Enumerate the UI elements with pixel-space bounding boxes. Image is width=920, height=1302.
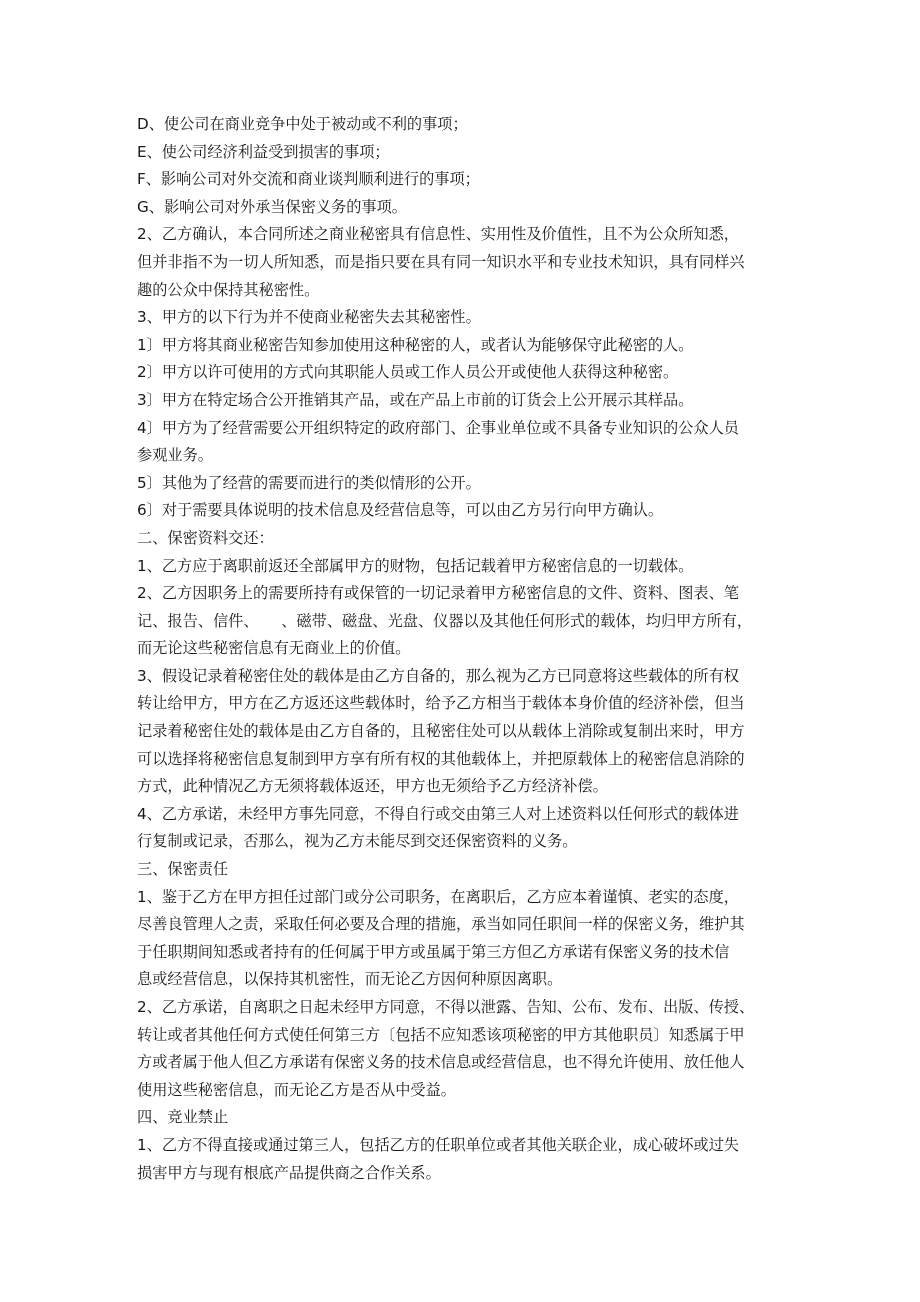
text-line: 方式，此种情况乙方无须将载体返还，甲方也无须给予乙方经济补偿。 [137,777,608,796]
text-line: 使用这些秘密信息，而无论乙方是否从中受益。 [137,1080,456,1099]
text-line: 可以选择将秘密信息复制到甲方享有所有权的其他载体上，并把原载体上的秘密信息消除的 [137,749,745,768]
text-line: 2、乙方确认，本合同所述之商业秘密具有信息性、实用性及价值性，且不为公众所知悉， [137,225,739,244]
text-line: 1、鉴于乙方在甲方担任过部门或分公司职务，在离职后，乙方应本着谨慎、老实的态度， [137,887,739,906]
text-line: 趣的公众中保持其秘密性。 [137,280,320,299]
document-body [137,111,787,1187]
text-line: 行复制或记录，否那么，视为乙方未能尽到交还保密资料的义务。 [137,832,578,851]
text-line: 记录着秘密住处的载体是由乙方自备的，且秘密住处可以从载体上消除或复制出来时，甲方 [137,722,745,741]
text-line: 而无论这些秘密信息有无商业上的价值。 [137,639,411,658]
text-line: E、使公司经济利益受到损害的事项； [137,142,390,161]
text-line: 2、乙方因职务上的需要所持有或保管的一切记录着甲方秘密信息的文件、资料、图表、笔 [137,584,739,603]
text-line: 转让给甲方，甲方在乙方返还这些载体时，给予乙方相当于载体本身价值的经济补偿，但当 [137,694,745,713]
text-line: 尽善良管理人之责，采取任何必要及合理的措施，承当如同任职间一样的保密义务，维护其 [137,915,745,934]
section-heading: 三、保密责任 [137,860,229,879]
section-heading: 二、保密资料交还： [137,528,274,547]
section-heading: 四、竞业禁止 [137,1108,229,1127]
text-line: 5〕其他为了经营的需要而进行的类似情形的公开。 [137,473,481,492]
text-line: 1、乙方不得直接或通过第三人，包括乙方的任职单位或者其他关联企业，成心破坏或过失 [137,1135,739,1154]
text-line: 息或经营信息，以保持其机密性，而无论乙方因何种原因离职。 [137,970,563,989]
text-line: F、影响公司对外交流和商业谈判顺利进行的事项； [137,170,480,189]
text-line: 记、报告、信件、 、磁带、磁盘、光盘、仪器以及其他任何形式的载体，均归甲方所有， [137,611,753,630]
text-line: 3〕甲方在特定场合公开推销其产品，或在产品上市前的订货会上公开展示其样品。 [137,390,694,409]
text-line: 1〕甲方将其商业秘密告知参加使用这种秘密的人，或者认为能够保守此秘密的人。 [137,335,694,354]
text-line: 1、乙方应于离职前返还全部属甲方的财物，包括记载着甲方秘密信息的一切载体。 [137,556,694,575]
text-line: 方或者属于他人但乙方承诺有保密义务的技术信息或经营信息，也不得允许使用、放任他人 [137,1053,745,1072]
text-line: 3、甲方的以下行为并不使商业秘密失去其秘密性。 [137,308,481,327]
text-line: G、影响公司对外承当保密义务的事项。 [137,197,407,216]
text-line: 损害甲方与现有根底产品提供商之合作关系。 [137,1163,441,1182]
text-line: 2、乙方承诺，自离职之日起未经甲方同意，不得以泄露、告知、公布、发布、出版、传授、 [137,998,755,1016]
text-line: D、使公司在商业竞争中处于被动或不利的事项； [137,115,468,133]
text-line: 于任职期间知悉或者持有的任何属于甲方或虽属于第三方但乙方承诺有保密义务的技术信 [137,942,730,961]
text-line: 2〕甲方以许可使用的方式向其职能人员或工作人员公开或使他人获得这种秘密。 [137,363,679,382]
text-line: 6〕对于需要具体说明的技术信息及经营信息等，可以由乙方另行向甲方确认。 [137,501,664,520]
text-line: 参观业务。 [137,446,213,465]
text-line: 转让或者其他任何方式使任何第三方〔包括不应知悉该项秘密的甲方其他职员〕知悉属于甲 [137,1025,745,1044]
text-line: 但并非指不为一切人所知悉，而是指只要在具有同一知识水平和专业技术知识，具有同样兴 [137,252,745,271]
text-line: 3、假设记录着秘密住处的载体是由乙方自备的，那么视为乙方已同意将这些载体的所有权 [137,666,739,685]
text-line: 4〕甲方为了经营需要公开组织特定的政府部门、企事业单位或不具备专业知识的公众人员 [137,418,739,437]
text-line: 4、乙方承诺，未经甲方事先同意，不得自行或交由第三人对上述资料以任何形式的载体进 [137,804,739,823]
